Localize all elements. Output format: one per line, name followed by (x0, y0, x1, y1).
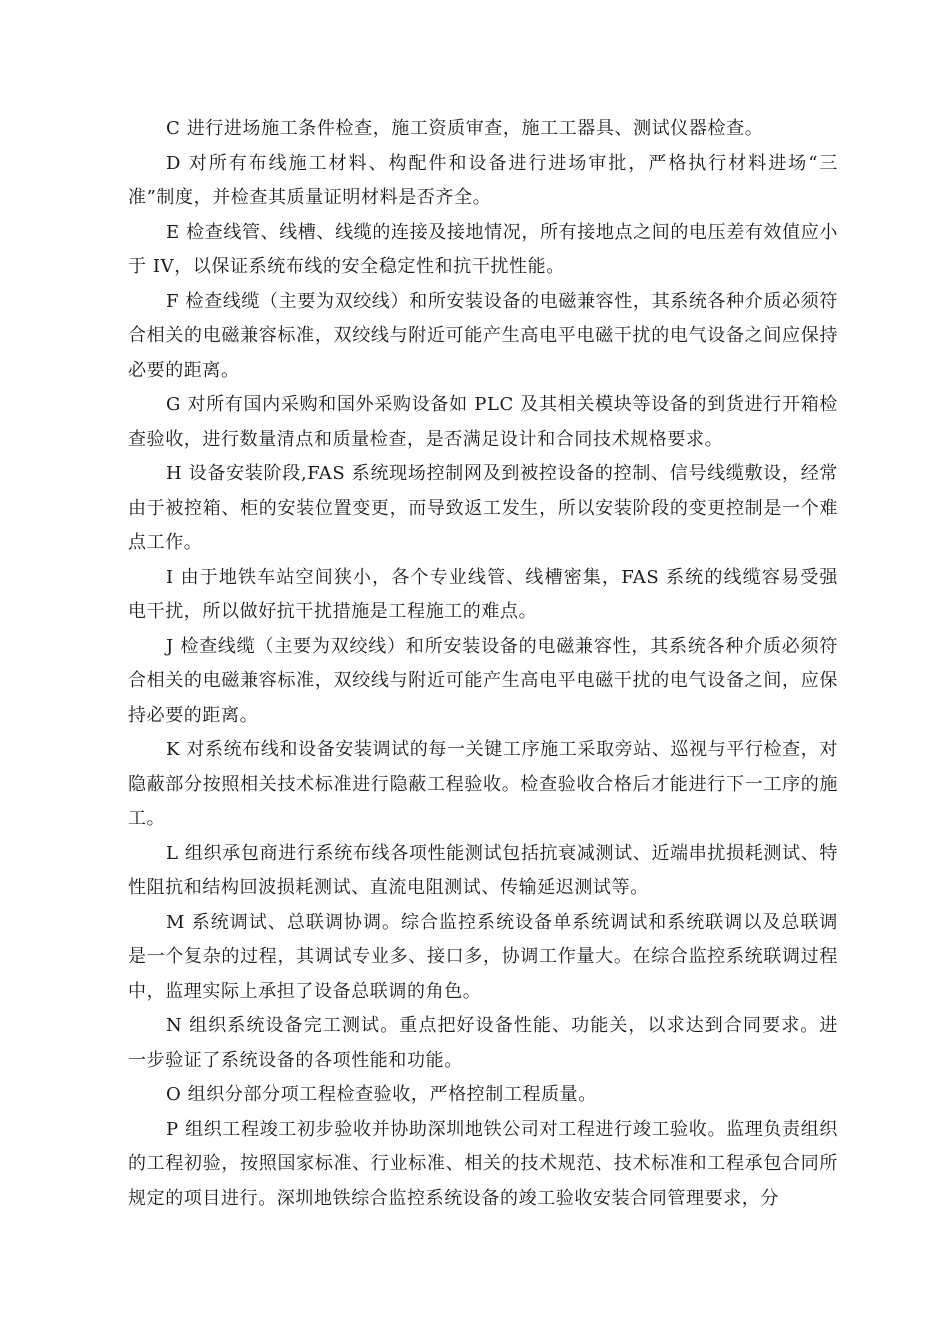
paragraph-k: K 对系统布线和设备安装调试的每一关键工序施工采取旁站、巡视与平行检查，对隐蔽部分按照相关技术标准进行隐蔽工程验收。检查验收合格后才能进行下一工序的施工。 (128, 739, 838, 829)
paragraph-o: O 组织分部分项工程检查验收，严格控制工程质量。 (166, 1084, 597, 1105)
paragraph-e: E 检查线管、线槽、线缆的连接及接地情况，所有接地点之间的电压差有效值应小于 IV，以保证系统布线的安全稳定性和抗干扰性能。 (128, 221, 838, 277)
paragraph-c: C 进行进场施工条件检查，施工资质审查，施工工器具、测试仪器检查。 (166, 118, 764, 139)
paragraph-f: F 检查线缆（主要为双绞线）和所安装设备的电磁兼容性，其系统各种介质必须符合相关的电磁兼容标准，双绞线与附近可能产生高电平电磁干扰的电气设备之间应保持必要的距离。 (128, 290, 838, 381)
paragraph-l: L 组织承包商进行系统布线各项性能测试包括抗衰减测试、近端串扰损耗测试、特性阻抗和结构回波损耗测试、直流电阻测试、传输延迟测试等。 (128, 842, 838, 898)
paragraph-h: H 设备安装阶段,FAS 系统现场控制网及到被控设备的控制、信号线缆敷设，经常由于被控箱、柜的安装位置变更，而导致返工发生，所以安装阶段的变更控制是一个难点工作。 (128, 463, 838, 553)
paragraph-i: I 由于地铁车站空间狭小，各个专业线管、线槽密集，FAS 系统的线缆容易受强电干扰，所以做好抗干扰措施是工程施工的难点。 (128, 566, 838, 622)
paragraph-m: M 系统调试、总联调协调。综合监控系统设备单系统调试和系统联调以及总联调是一个复杂的过程，其调试专业多、接口多，协调工作量大。在综合监控系统联调过程中，监理实际上承担了设备总联调的角色。 (128, 911, 838, 1002)
paragraph-p: P 组织工程竣工初步验收并协助深圳地铁公司对工程进行竣工验收。监理负责组织的工程初验，按照国家标准、行业标准、相关的技术规范、技术标准和工程承包合同所规定的项目进行。深圳地铁综合监控系统设备的竣工验收安装合同管理要求，分 (128, 1118, 838, 1209)
paragraph-g: G 对所有国内采购和国外采购设备如 PLC 及其相关模块等设备的到货进行开箱检查验收，进行数量清点和质量检查，是否满足设计和合同技术规格要求。 (128, 394, 838, 450)
paragraph-j: J 检查线缆（主要为双绞线）和所安装设备的电磁兼容性，其系统各种介质必须符合相关的电磁兼容标准，双绞线与附近可能产生高电平电磁干扰的电气设备之间，应保持必要的距离。 (128, 635, 838, 726)
paragraph-d: D 对所有布线施工材料、构配件和设备进行进场审批，严格执行材料进场“三准”制度，并检查其质量证明材料是否齐全。 (128, 152, 838, 208)
document-body (128, 112, 838, 1216)
paragraph-n: N 组织系统设备完工测试。重点把好设备性能、功能关，以求达到合同要求。进一步验证了系统设备的各项性能和功能。 (128, 1015, 838, 1071)
